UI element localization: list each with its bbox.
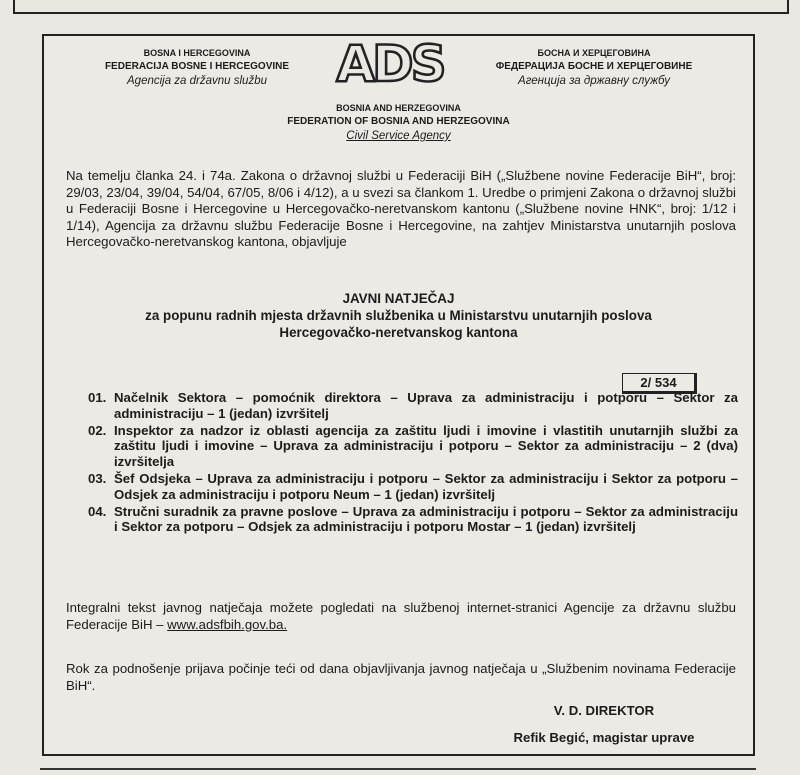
reference-number: 2/ 534 [622, 373, 697, 394]
position-text: Inspektor za nadzor iz oblasti agencija za zaštitu ljudi i imovine i vlastitih unutarnjih službi za zaštitu ljudi i imovine – Uprava za administraciju i potporu – Sektor za administraciju – 2 (dva) izvršitelja [114, 422, 738, 470]
agency-website-link[interactable]: www.adsfbih.gov.ba. [167, 616, 288, 632]
position-text: Načelnik Sektora – pomoćnik direktora – Uprava za administraciju i potporu – Sektor za administraciju – 1 (jedan) izvršitelj [114, 390, 738, 421]
title-block [44, 290, 753, 341]
position-item [88, 504, 738, 536]
integral-text: Integralni tekst javnog natječaja možete pogledati na službenoj internet-stranici Agencije za državnu službu Federacije BiH – [66, 600, 736, 632]
position-number: 04. [88, 503, 107, 519]
header-left-line1: BOSNA I HERCEGOVINA [143, 48, 251, 58]
header-right-line3: Агенција за државну службу [518, 75, 670, 87]
intro-paragraph: Na temelju članka 24. i 74a. Zakona o državnoj službi u Federaciji BiH („Službene novine Federacije BiH“, broj: 29/03, 23/04, 39/04, 54/04, 67/05, 8/06 i 4/12), a u svezi sa člankom 1. Uredbe o primjeni Zakona o državnoj službi u Federaciji Bosne i Hercegovine u Hercegovačko-neretvanskom kantonu („Službene novine HNK“, broj: 1/12 i 1/14), Agencija za državnu službu Federacije Bosne i Hercegovine, na zahtjev Ministarstva unutarnjih poslova Hercegovačko-neretvanskog kantona, objavljuje [66, 168, 736, 250]
positions-list [88, 390, 738, 536]
header-left [72, 46, 322, 88]
position-number: 02. [88, 422, 107, 438]
header-left-line3: Agencija za državnu službu [127, 75, 267, 87]
title-sub2: Hercegovačko-neretvanskog kantona [279, 325, 518, 340]
header-center-line3: Civil Service Agency [346, 130, 451, 142]
position-item [88, 390, 738, 422]
position-text: Šef Odsjeka – Uprava za administraciju i potporu – Sektor za administraciju i Sektor za potporu – Odsjek za administraciju i potporu Neum – 1 (jedan) izvršitelj [114, 470, 738, 502]
header-center-line1: BOSNIA AND HERZEGOVINA [336, 103, 461, 113]
position-item [88, 423, 738, 470]
header-center [44, 101, 753, 143]
header-right-line2: ФЕДЕРАЦИЈА БОСНЕ И ХЕРЦЕГОВИНЕ [495, 61, 693, 72]
notice-frame [42, 34, 755, 756]
signature-title: V. D. DIREKTOR [553, 703, 655, 718]
deadline-paragraph: Rok za podnošenje prijava počinje teći od dana objavljivanja javnog natječaja u „Službenim novinama Federacije BiH“. [66, 661, 736, 693]
title-sub1: za popunu radnih mjesta državnih službenika u Ministarstvu unutarnjih poslova [145, 308, 652, 323]
integral-text-paragraph [66, 600, 736, 633]
previous-notice-frame [13, 0, 789, 14]
header-right-line1: БОСНА И ХЕРЦЕГОВИНА [537, 48, 651, 58]
header-right [452, 46, 736, 88]
position-number: 03. [88, 470, 107, 486]
header-left-line2: FEDERACIJA BOSNE I HERCEGOVINE [104, 61, 290, 72]
next-notice-border [40, 768, 756, 770]
position-text: Stručni suradnik za pravne poslove – Uprava za administraciju i potporu – Sektor za administraciju i Sektor za potporu – Odsjek za administraciju i potporu Mostar – 1 (jedan) izvršitelj [114, 503, 738, 535]
title-main: JAVNI NATJEČAJ [342, 291, 455, 306]
header-center-line2: FEDERATION OF BOSNIA AND HERZEGOVINA [287, 116, 510, 127]
position-number: 01. [88, 390, 107, 405]
signature-name: Refik Begić, magistar uprave [513, 730, 695, 745]
position-item [88, 471, 738, 503]
ads-logo: ADS [336, 35, 444, 93]
